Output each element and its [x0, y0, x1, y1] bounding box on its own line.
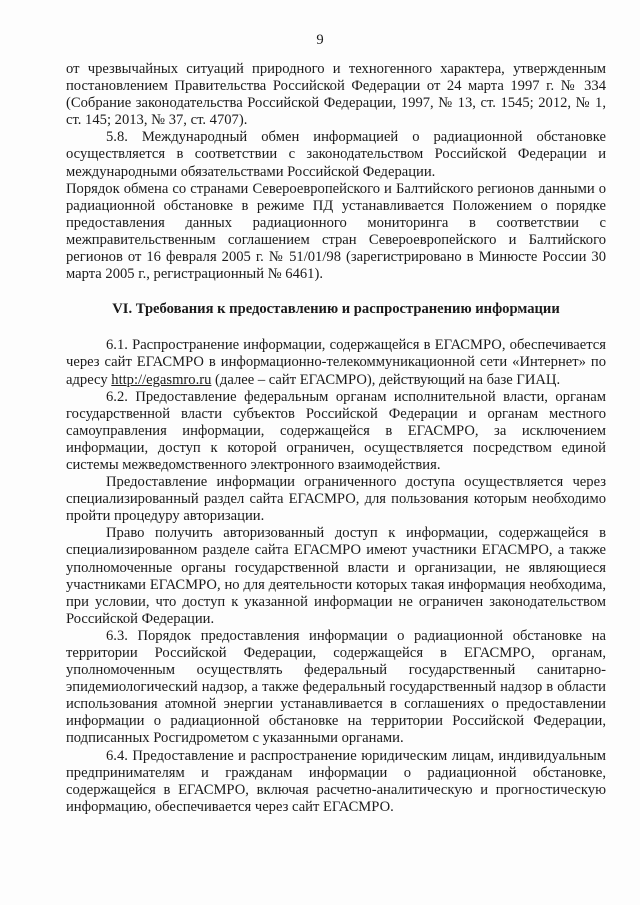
paragraph-6-1-text-b: (далее – сайт ЕГАСМРО), действующий на базе ГИАЦ.	[211, 371, 561, 388]
page-number: 9	[316, 32, 324, 48]
paragraph-6-1-text-a: 6.1. Распространение информации, содержащейся в ЕГАСМРО, обеспечивается через сайт ЕГАСМРО в информационно-телекоммуникационной сети «Интернет» по адресу	[66, 337, 606, 388]
document-body	[66, 61, 606, 816]
paragraph-6-1	[66, 337, 606, 388]
paragraph-authorized-access: Право получить авторизованный доступ к информации, содержащейся в специализированном разделе сайта ЕГАСМРО имеют участники ЕГАСМРО, а также уполномоченные органы государственной власти и организации, не являющиеся участниками ЕГАСМРО, но для деятельности которых такая информация необходима, при условии, что доступ к указанной информации не ограничен законодательством Российской Федерации.	[66, 525, 606, 627]
paragraph-restricted-access: Предоставление информации ограниченного доступа осуществляется через специализированный раздел сайта ЕГАСМРО, для пользования которым необходимо пройти процедуру авторизации.	[66, 474, 606, 525]
paragraph-6-3: 6.3. Порядок предоставления информации о радиационной обстановке на территории Российской Федерации, содержащейся в ЕГАСМРО, органам, уполномоченным осуществлять федеральный государственный санитарно-эпидемиологический надзор, а также федеральный государственный надзор в области использования атомной энергии устанавливается в соглашениях о предоставлении информации о радиационной обстановке на территории Российской Федерации, подписанных Росгидрометом с указанными органами.	[66, 627, 606, 747]
paragraph-continuation: от чрезвычайных ситуаций природного и техногенного характера, утвержденным постановлением Правительства Российской Федерации от 24 марта 1997 г. № 334 (Собрание законодательства Российской Федерации, 1997, № 13, ст. 1545; 2012, № 1, ст. 145; 2013, № 37, ст. 4707).	[66, 61, 606, 129]
paragraph-6-4: 6.4. Предоставление и распространение юридическим лицам, индивидуальным предпринимателям и гражданам информации о радиационной обстановке, содержащейся в ЕГАСМРО, включая расчетно-аналитическую и прогностическую информацию, обеспечивается через сайт ЕГАСМРО.	[66, 747, 606, 815]
paragraph-5-8: 5.8. Международный обмен информацией о радиационной обстановке осуществляется в соответствии с законодательством Российской Федерации и международными обязательствами Российской Федерации.	[66, 129, 606, 180]
paragraph-exchange-procedure: Порядок обмена со странами Североевропейского и Балтийского регионов данными о радиационной обстановке в режиме ПД устанавливается Положением о порядке предоставления данных радиационного мониторинга в соответствии с межправительственным соглашением стран Североевропейского и Балтийского регионов от 16 февраля 2005 г. № 51/01/98 (зарегистрировано в Минюсте России 30 марта 2005 г., регистрационный № 6461).	[66, 180, 606, 283]
egasmro-link[interactable]: http://egasmro.ru	[111, 371, 212, 388]
section-heading: VI. Требования к предоставлению и распространению информации	[112, 301, 560, 318]
paragraph-6-2: 6.2. Предоставление федеральным органам исполнительной власти, органам государственной власти субъектов Российской Федерации и органам местного самоуправления информации, содержащейся в ЕГАСМРО, за исключением информации, доступ к которой ограничен, осуществляется посредством единой системы межведомственного электронного взаимодействия.	[66, 388, 606, 473]
